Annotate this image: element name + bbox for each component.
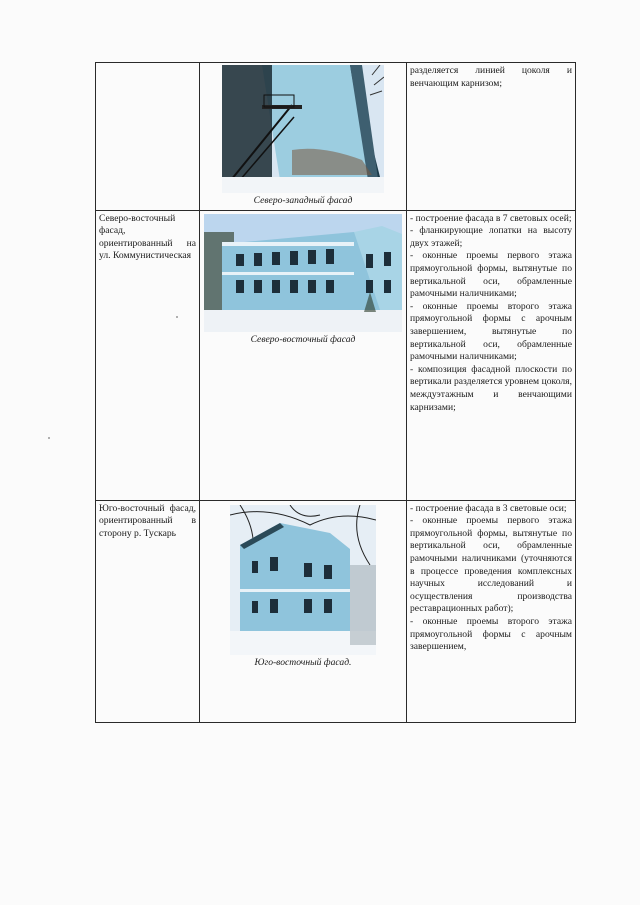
description-item: - построение фасада в 3 световые оси; — [410, 502, 567, 514]
description-cell — [407, 63, 576, 211]
description-cell — [407, 500, 576, 722]
description-item: - оконные проемы второго этажа прямоугольной формы с арочным завершением, — [410, 615, 572, 653]
photo-caption: Северо-восточный фасад — [250, 333, 356, 345]
facade-name-cell: Юго-восточный фасад, ориентированный в сторону р. Тускарь — [96, 500, 200, 722]
description-item: - оконные проемы первого этажа прямоугольной формы, вытянутые по вертикальной оси, обрамленные рамочными наличниками (уточняются в процессе проведения комплексных научных исследований и осуществления производства реставрационных работ); — [410, 515, 572, 615]
photo-caption: Юго-восточный фасад. — [254, 656, 352, 668]
description-item: - оконные проемы второго этажа прямоугольной формы с арочным завершением, вытянутые по вертикальной оси, обрамленные рамочными наличниками; — [410, 300, 572, 363]
photo-cell — [200, 210, 407, 500]
photo-cell — [200, 500, 407, 722]
description-item: - фланкирующие лопатки на высоту двух этажей; — [410, 225, 572, 249]
photo-caption: Северо-западный фасад — [253, 195, 353, 206]
description-cell — [407, 210, 576, 500]
facade-name-cell — [96, 63, 200, 211]
photo-cell — [200, 63, 407, 211]
northeast-facade-photo — [204, 214, 402, 332]
table-row — [96, 63, 576, 211]
description-item: - построение фасада в 7 световых осей; — [410, 212, 572, 224]
southeast-facade-photo — [230, 505, 376, 655]
facade-table — [95, 62, 576, 723]
table-row — [96, 500, 576, 722]
description-item: - оконные проемы первого этажа прямоугольной формы, вытянутые по вертикальной оси, обрамленные рамочными наличниками; — [410, 250, 572, 300]
table-row — [96, 210, 576, 500]
scan-speck — [48, 437, 50, 439]
facade-name-cell: Северо-восточный фасад, ориентированный на ул. Коммунистическая — [96, 210, 200, 500]
description-item: - композиция фасадной плоскости по вертикали разделяется уровнем цоколя, междуэтажным и венчающими карнизами; — [410, 363, 572, 413]
description-item: разделяется линией цоколя и венчающим карнизом; — [410, 65, 572, 89]
northwest-facade-photo — [222, 65, 384, 193]
scan-speck — [176, 316, 178, 318]
